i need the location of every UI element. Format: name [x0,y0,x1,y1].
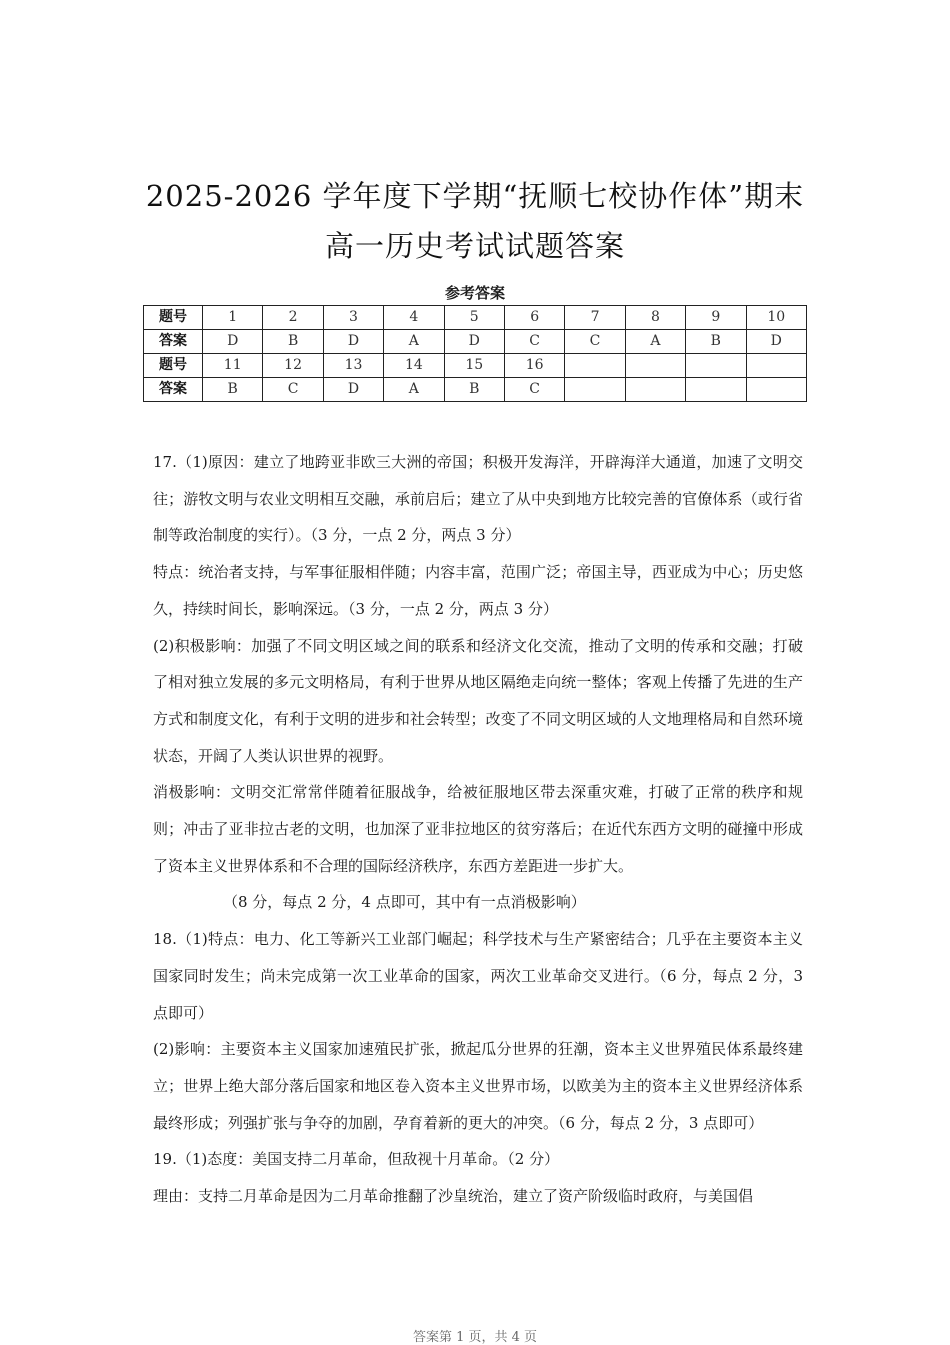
paragraph-18-1: 18.（1)特点：电力、化工等新兴工业部门崛起；科学技术与生产紧密结合；几乎在主要资本主义国家同时发生；尚未完成第一次工业革命的国家，两次工业革命交叉进行。（6 分，每点 2 分，3 点即可） [153,930,803,1022]
row-label: 题号 [144,354,203,378]
table-cell: 6 [504,306,564,330]
paragraph-19-reason: 理由：支持二月革命是因为二月革命推翻了沙皇统治，建立了资产阶级临时政府，与美国倡 [153,1187,754,1206]
table-cell [625,378,685,402]
table-cell: 11 [203,354,263,378]
table-cell [686,354,746,378]
table-cell: 3 [323,306,383,330]
table-cell: A [384,378,444,402]
table-row [144,354,807,378]
table-cell: 7 [565,306,625,330]
table-cell: 4 [384,306,444,330]
table-cell: D [323,330,383,354]
table-cell: 2 [263,306,323,330]
table-cell: 9 [686,306,746,330]
table-cell: 10 [746,306,806,330]
table-cell: D [746,330,806,354]
table-cell: B [203,378,263,402]
table-cell: 15 [444,354,504,378]
paragraph-17-2-negative: 消极影响：文明交汇常常伴随着征服战争，给被征服地区带去深重灾难，打破了正常的秩序和规则；冲击了亚非拉古老的文明，也加深了亚非拉地区的贫穷落后；在近代东西方文明的碰撞中形成了资本主义世界体系和不合理的国际经济秩序，东西方差距进一步扩大。 [153,783,803,875]
table-cell [746,354,806,378]
table-cell: 16 [504,354,564,378]
table-cell: A [625,330,685,354]
table-cell: D [444,330,504,354]
row-label: 题号 [144,306,203,330]
paragraph-18-2: (2)影响：主要资本主义国家加速殖民扩张，掀起瓜分世界的狂潮，资本主义世界殖民体系最终建立；世界上绝大部分落后国家和地区卷入资本主义世界市场，以欧美为主的资本主义世界经济体系最终形成；列强扩张与争夺的加剧，孕育着新的更大的冲突。（6 分，每点 2 分，3 点即可） [153,1040,803,1132]
table-cell: 8 [625,306,685,330]
title-line-2: 高一历史考试试题答案 [324,229,625,263]
table-cell: A [384,330,444,354]
table-cell: 1 [203,306,263,330]
table-cell: C [504,330,564,354]
table-cell [625,354,685,378]
table-cell: B [444,378,504,402]
table-cell: C [263,378,323,402]
row-label: 答案 [144,330,203,354]
table-cell: 13 [323,354,383,378]
table-cell: 14 [384,354,444,378]
table-cell: 12 [263,354,323,378]
table-cell: D [203,330,263,354]
paragraph-17-features: 特点：统治者支持，与军事征服相伴随；内容丰富，范围广泛；帝国主导，西亚成为中心；历史悠久，持续时间长，影响深远。（3 分，一点 2 分，两点 3 分） [153,563,803,618]
title-line-1: 2025-2026 学年度下学期“抚顺七校协作体”期末 [145,179,805,213]
table-cell [565,354,625,378]
row-label: 答案 [144,378,203,402]
table-cell: 5 [444,306,504,330]
table-cell: C [565,330,625,354]
page-footer: 答案第 1 页，共 4 页 [412,1330,538,1345]
table-row [144,306,807,330]
table-row [144,378,807,402]
table-cell [746,378,806,402]
paragraph-17-2-positive: (2)积极影响：加强了不同文明区域之间的联系和经济文化交流，推动了文明的传承和交融；打破了相对独立发展的多元文明格局，有利于世界从地区隔绝走向统一整体；客观上传播了先进的生产方式和制度文化，有利于文明的进步和社会转型；改变了不同文明区域的人文地理格局和自然环境状态，开阔了人类认识世界的视野。 [153,636,803,765]
table-title: 参考答案 [444,284,505,302]
table-row [144,330,807,354]
answer-body [153,444,803,1215]
paragraph-19-1: 19.（1)态度：美国支持二月革命，但敌视十月革命。（2 分） [153,1150,560,1169]
table-cell: D [323,378,383,402]
answer-table [143,305,807,402]
paragraph-17-2-scoring: （8 分，每点 2 分，4 点即可，其中有一点消极影响） [223,893,586,912]
table-cell: B [686,330,746,354]
paragraph-17-1: 17.（1)原因：建立了地跨亚非欧三大洲的帝国；积极开发海洋，开辟海洋大通道，加速了文明交往；游牧文明与农业文明相互交融，承前启后；建立了从中央到地方比较完善的官僚体系（或行省制等政治制度的实行）。（3 分，一点 2 分，两点 3 分） [153,453,803,545]
table-cell: C [504,378,564,402]
table-cell [565,378,625,402]
table-cell [686,378,746,402]
table-cell: B [263,330,323,354]
